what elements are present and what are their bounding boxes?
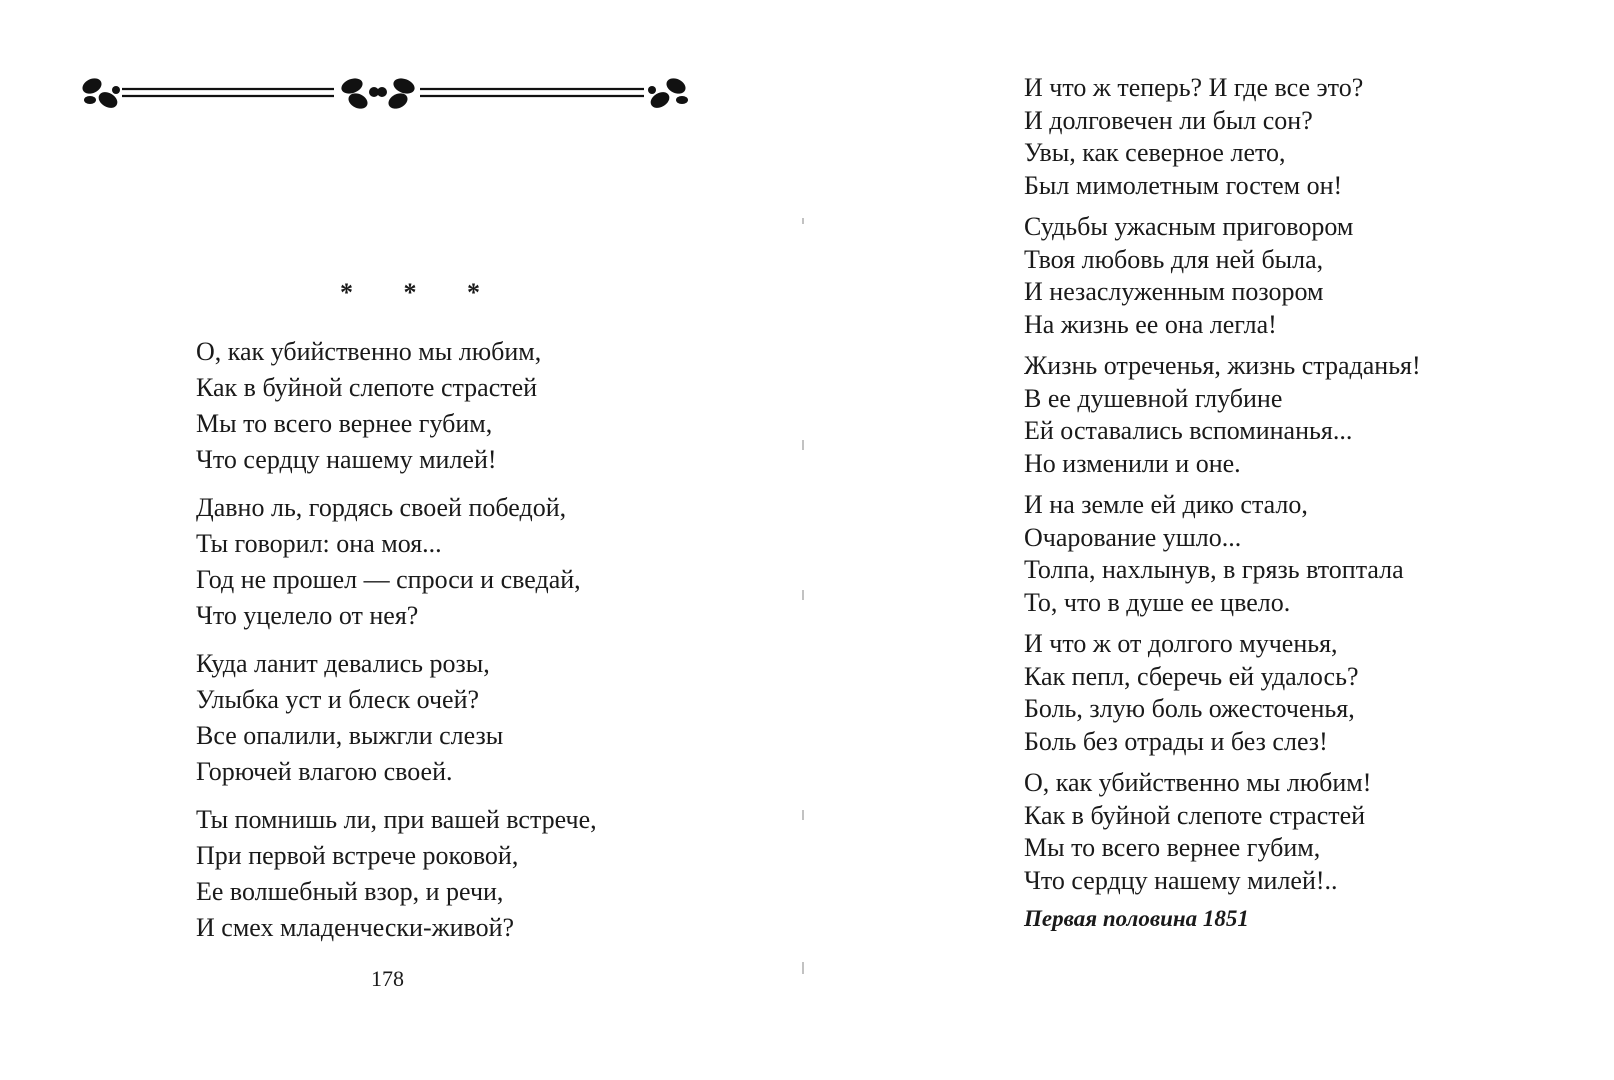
verse-line: Как пепл, сберечь ей удалось?: [1024, 661, 1359, 691]
verse-line: Горючей влагою своей.: [196, 757, 453, 786]
verse-line: Улыбка уст и блеск очей?: [196, 685, 480, 714]
verse-line: Как в буйной слепоте страстей: [196, 373, 538, 402]
verse-line: Боль, злую боль ожесточенья,: [1024, 694, 1355, 723]
verse-line: Ты говорил: она моя...: [196, 529, 442, 558]
floral-ornament-icon: [78, 70, 704, 116]
section-asterisms: * * *: [340, 278, 502, 307]
verse-line: И смех младенчески-живой?: [196, 913, 515, 942]
verse-line: Жизнь отреченья, жизнь страданья!: [1024, 351, 1421, 380]
stanza: [1024, 72, 1421, 202]
verse-line: Увы, как северное лето,: [1024, 138, 1286, 167]
verse-line: Был мимолетным гостем он!: [1024, 170, 1343, 200]
verse-line: О, как убийственно мы любим!: [1024, 768, 1372, 797]
stanza: [1024, 628, 1421, 758]
stanza: [1024, 767, 1421, 897]
verse-line: Что сердцу нашему милей!: [196, 445, 497, 474]
verse-line: И что ж от долгого мученья,: [1024, 629, 1338, 658]
stanza: [196, 646, 597, 790]
poem-dateline: Первая половина 1851: [1024, 906, 1249, 931]
verse-line: И незаслуженным позором: [1024, 277, 1324, 306]
verse-line: Твоя любовь для ней была,: [1024, 244, 1324, 274]
verse-line: Как в буйной слепоте страстей: [1024, 800, 1366, 830]
poem-left: [196, 334, 597, 958]
verse-line: Куда ланит девались розы,: [196, 649, 490, 678]
verse-line: При первой встрече роковой,: [196, 841, 519, 870]
verse-line: Мы то всего вернее губим,: [196, 409, 493, 438]
verse-line: И на земле ей дико стало,: [1024, 490, 1308, 519]
verse-line: И долговечен ли был сон?: [1024, 105, 1313, 135]
page-number: 178: [371, 966, 404, 991]
verse-line: Давно ль, гордясь своей победой,: [196, 493, 567, 522]
verse-line: Судьбы ужасным приговором: [1024, 212, 1354, 241]
verse-line: Что сердцу нашему милей!..: [1024, 865, 1338, 895]
stanza: [196, 490, 597, 634]
right-page: [800, 0, 1614, 1080]
verse-line: Боль без отрады и без слез!: [1024, 726, 1328, 756]
verse-line: Год не прошел — спроси и сведай,: [196, 565, 581, 594]
left-page: [0, 0, 800, 1080]
verse-line: Все опалили, выжгли слезы: [196, 721, 504, 750]
stanza: [1024, 489, 1421, 619]
verse-line: Очарование ушло...: [1024, 522, 1242, 552]
verse-line: И что ж теперь? И где все это?: [1024, 73, 1364, 102]
verse-line: В ее душевной глубине: [1024, 383, 1283, 413]
verse-line: Толпа, нахлынув, в грязь втоптала: [1024, 555, 1404, 584]
stanza: [196, 334, 597, 478]
stanza: [1024, 350, 1421, 480]
verse-line: На жизнь ее она легла!: [1024, 309, 1277, 339]
verse-line: Ты помнишь ли, при вашей встрече,: [196, 805, 597, 834]
verse-line: Ее волшебный взор, и речи,: [196, 877, 504, 906]
verse-line: Что уцелело от нея?: [196, 601, 419, 630]
verse-line: О, как убийственно мы любим,: [196, 337, 542, 366]
stanza: [196, 802, 597, 946]
stanza: [1024, 211, 1421, 341]
verse-line: Но изменили и оне.: [1024, 448, 1241, 478]
decorative-vignette: [78, 70, 704, 116]
verse-line: То, что в душе ее цвело.: [1024, 587, 1291, 617]
verse-line: Мы то всего вернее губим,: [1024, 833, 1321, 862]
verse-line: Ей оставались вспоминанья...: [1024, 416, 1353, 445]
poem-right: [1024, 72, 1421, 932]
